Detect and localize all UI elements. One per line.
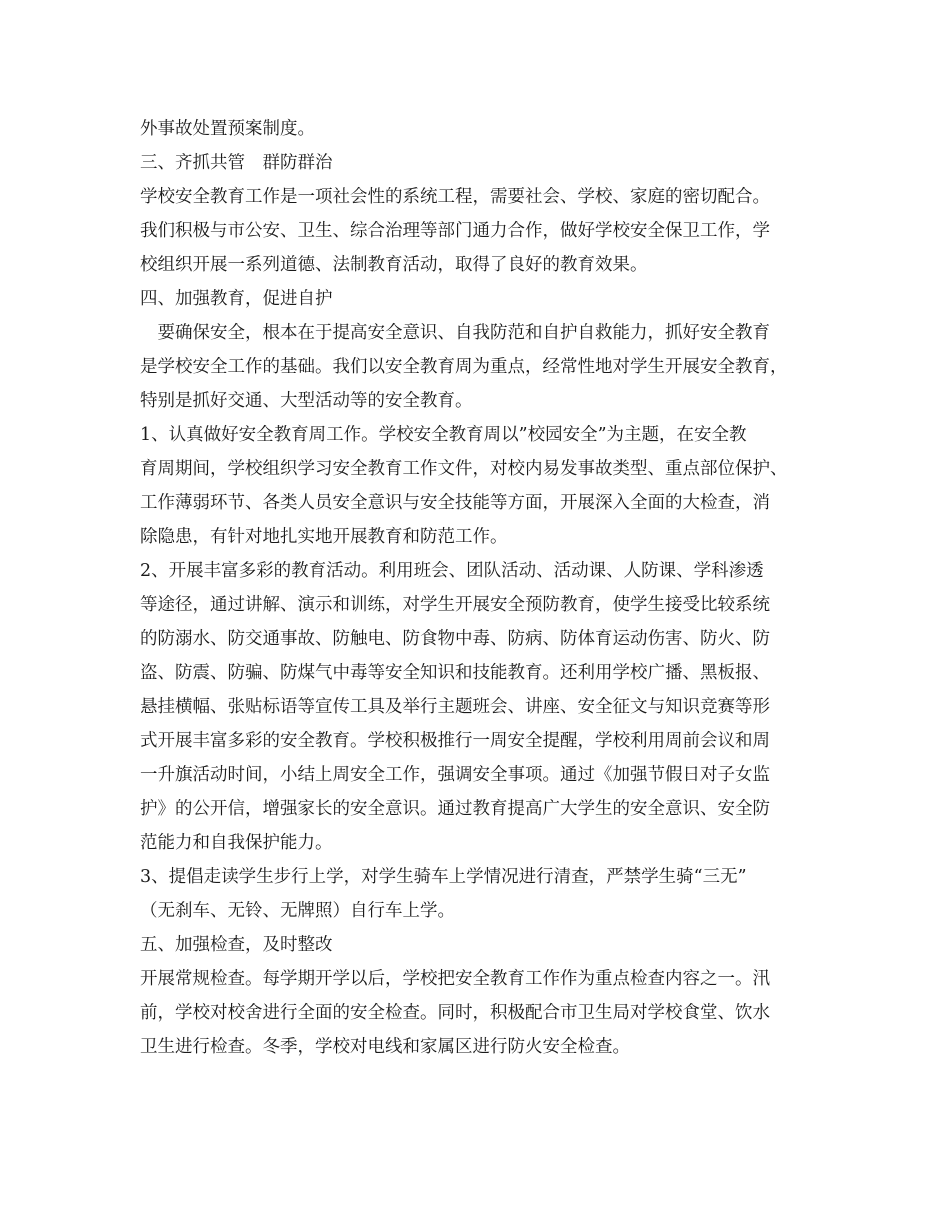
text-line: 学校安全教育工作是一项社会性的系统工程，需要社会、学校、家庭的密切配合。 bbox=[140, 187, 770, 207]
text-line: 要确保安全，根本在于提高安全意识、自我防范和自护自救能力，抓好安全教育 bbox=[140, 323, 770, 343]
text-line: 1、认真做好安全教育周工作。学校安全教育周以”校园安全”为主题，在安全教 bbox=[140, 425, 747, 445]
text-line: 我们积极与市公安、卫生、综合治理等部门通力合作，做好学校安全保卫工作，学 bbox=[140, 221, 770, 241]
text-line: 是学校安全工作的基础。我们以安全教育周为重点，经常性地对学生开展安全教育， bbox=[140, 357, 788, 377]
text-line: 育周期间，学校组织学习安全教育工作文件，对校内易发事故类型、重点部位保护、 bbox=[140, 459, 788, 479]
text-line: 悬挂横幅、张贴标语等宣传工具及举行主题班会、讲座、安全征文与知识竞赛等形 bbox=[140, 697, 770, 717]
text-line: 校组织开展一系列道德、法制教育活动，取得了良好的教育效果。 bbox=[140, 255, 648, 275]
section-heading: 三、齐抓共管 群防群治 bbox=[140, 153, 333, 173]
text-line: 盗、防震、防骗、防煤气中毒等安全知识和技能教育。还利用学校广播、黑板报、 bbox=[140, 663, 770, 683]
text-line: 范能力和自我保护能力。 bbox=[140, 833, 333, 853]
text-line: 的防溺水、防交通事故、防触电、防食物中毒、防病、防体育运动伤害、防火、防 bbox=[140, 629, 770, 649]
text-line: 外事故处置预案制度。 bbox=[140, 119, 315, 139]
text-line: 除隐患，有针对地扎实地开展教育和防范工作。 bbox=[140, 527, 508, 547]
text-line: 式开展丰富多彩的安全教育。学校积极推行一周安全提醒，学校利用周前会议和周 bbox=[140, 731, 770, 751]
text-line: 工作薄弱环节、各类人员安全意识与安全技能等方面，开展深入全面的大检查，消 bbox=[140, 493, 770, 513]
text-line: 护》的公开信，增强家长的安全意识。通过教育提高广大学生的安全意识、安全防 bbox=[140, 799, 770, 819]
section-heading: 五、加强检查，及时整改 bbox=[140, 935, 333, 955]
text-line: 一升旗活动时间，小结上周安全工作，强调安全事项。通过《加强节假日对子女监 bbox=[140, 765, 770, 785]
section-heading: 四、加强教育，促进自护 bbox=[140, 289, 333, 309]
text-line: （无刹车、无铃、无牌照）自行车上学。 bbox=[140, 901, 455, 921]
text-line: 等途径，通过讲解、演示和训练，对学生开展安全预防教育，使学生接受比较系统 bbox=[140, 595, 770, 615]
text-line: 开展常规检查。每学期开学以后，学校把安全教育工作作为重点检查内容之一。汛 bbox=[140, 969, 770, 989]
document-body bbox=[140, 112, 830, 1064]
text-line: 卫生进行检查。冬季，学校对电线和家属区进行防火安全检查。 bbox=[140, 1037, 630, 1057]
text-line: 特别是抓好交通、大型活动等的安全教育。 bbox=[140, 391, 473, 411]
text-line: 3、提倡走读学生步行上学，对学生骑车上学情况进行清查，严禁学生骑“三无” bbox=[140, 867, 747, 887]
text-line: 2、开展丰富多彩的教育活动。利用班会、团队活动、活动课、人防课、学科渗透 bbox=[140, 561, 764, 581]
text-line: 前，学校对校舍进行全面的安全检查。同时，积极配合市卫生局对学校食堂、饮水 bbox=[140, 1003, 770, 1023]
